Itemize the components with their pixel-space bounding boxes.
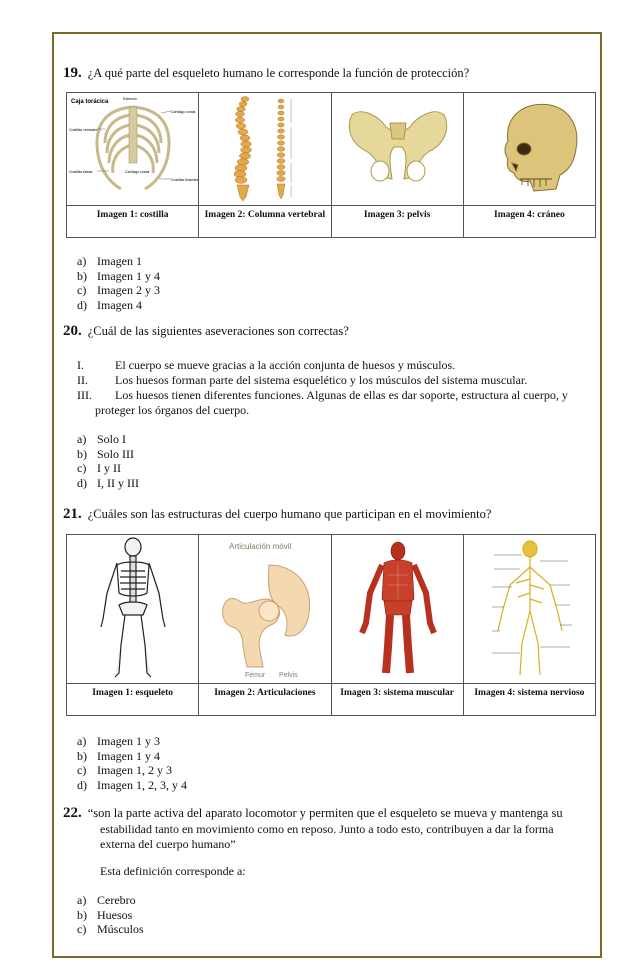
question-text-line: estabilidad tanto en movimiento como en reposo. Junto a todo esto, contribuyen a dar la forma [100, 822, 554, 836]
option-text: Solo I [97, 432, 127, 446]
image-muscles [331, 535, 463, 684]
statement [77, 358, 597, 373]
ribcage-label: Cartílago costal [171, 110, 196, 114]
option-text: Imagen 1, 2, 3, y 4 [97, 777, 187, 792]
option-letter: a) [77, 893, 87, 907]
option-letter: a) [77, 432, 87, 446]
statement-text: El cuerpo se mueve gracias a la acción conjunta de huesos y músculos. [115, 358, 456, 372]
option-c[interactable] [77, 283, 160, 298]
statement-number: I. [77, 358, 84, 372]
option-text: Cerebro [97, 893, 136, 907]
image-caption: Imagen 3: pelvis [331, 206, 463, 238]
option-b[interactable] [77, 908, 144, 923]
question-text: ¿A qué parte del esqueleto humano le corresponde la función de protección? [87, 66, 470, 80]
image-ribcage [67, 93, 199, 206]
option-text: Imagen 1 y 4 [97, 748, 160, 763]
question-number: 19. [63, 65, 82, 81]
image-skeleton [67, 535, 199, 684]
option-a[interactable] [77, 254, 160, 269]
q19-options [77, 254, 160, 312]
q19-image-table [66, 92, 596, 238]
question-text: “son la parte activa del aparato locomotor y permiten que el esqueleto se mueva y mantenga su [87, 806, 563, 820]
option-letter: b) [77, 907, 87, 922]
q21-image-table [66, 534, 596, 716]
option-text: Imagen 1 y 3 [97, 734, 160, 748]
question-number: 20. [63, 323, 82, 339]
option-text: Imagen 1 y 4 [97, 268, 160, 283]
option-letter: c) [77, 763, 87, 777]
option-b[interactable] [77, 447, 139, 462]
image-caption: Imagen 4: sistema nervioso [463, 684, 595, 716]
image-skull [463, 93, 595, 206]
option-b[interactable] [77, 749, 187, 764]
ribcage-label: Esternón [123, 97, 138, 101]
question-text: ¿Cuáles son las estructuras del cuerpo humano que participan en el movimiento? [87, 507, 492, 521]
question-22-prompt: Esta definición corresponde a: [100, 864, 246, 878]
q21-options [77, 734, 187, 792]
question-number: 22. [63, 805, 82, 821]
option-letter: b) [77, 446, 87, 461]
option-text: Imagen 4 [97, 297, 142, 312]
image-pelvis [331, 93, 463, 206]
ribcage-label: Costillas falsas [69, 170, 93, 174]
option-text: Imagen 1 [97, 254, 142, 268]
q22-options [77, 893, 144, 937]
question-text: ¿Cuál de las siguientes aseveraciones son correctas? [87, 324, 349, 338]
option-c[interactable] [77, 922, 144, 937]
question-19 [63, 66, 469, 81]
option-d[interactable] [77, 476, 139, 491]
image-caption: Imagen 1: esqueleto [67, 684, 199, 716]
option-a[interactable] [77, 734, 187, 749]
option-text: Solo III [97, 446, 134, 461]
option-c[interactable] [77, 461, 139, 476]
option-letter: a) [77, 734, 87, 748]
statement [77, 388, 597, 403]
statement-continuation: proteger los órganos del cuerpo. [95, 403, 250, 417]
joint-label: Fémur [245, 672, 266, 679]
option-a[interactable] [77, 893, 144, 908]
image-caption: Imagen 2: Articulaciones [199, 684, 331, 716]
option-letter: d) [77, 777, 87, 792]
question-20 [63, 324, 349, 339]
option-text: I, II y III [97, 475, 139, 490]
image-spine [199, 93, 331, 206]
option-letter: c) [77, 922, 87, 936]
joint-title: Articulación móvil [229, 542, 292, 551]
statement-number: II. [77, 373, 88, 387]
ribcage-label: Cartílago costal [125, 170, 150, 174]
option-letter: d) [77, 475, 87, 490]
q20-statements [77, 358, 597, 418]
ribcage-label: Costillas verdaderas [69, 128, 101, 132]
question-21 [63, 507, 491, 522]
image-joint [199, 535, 331, 684]
statement-text: Los huesos tienen diferentes funciones. Algunas de ellas es dar soporte, estructura al cuerpo, y [115, 388, 568, 402]
option-letter: c) [77, 283, 87, 297]
question-22 [63, 806, 563, 821]
statement-text: Los huesos forman parte del sistema esquelético y los músculos del sistema muscular. [115, 373, 528, 387]
option-text: Imagen 2 y 3 [97, 283, 160, 297]
option-b[interactable] [77, 269, 160, 284]
option-d[interactable] [77, 778, 187, 793]
option-a[interactable] [77, 432, 139, 447]
option-text: Huesos [97, 907, 133, 922]
option-letter: b) [77, 268, 87, 283]
q20-options [77, 432, 139, 490]
ribcage-label: Costillas flotantes [171, 178, 199, 182]
option-c[interactable] [77, 763, 187, 778]
image-caption: Imagen 4: cráneo [463, 206, 595, 238]
statement [77, 373, 597, 388]
option-letter: c) [77, 461, 87, 475]
image-caption: Imagen 2: Columna vertebral [199, 206, 331, 238]
question-22-continuation [100, 822, 595, 852]
option-d[interactable] [77, 298, 160, 313]
question-number: 21. [63, 506, 82, 522]
option-letter: a) [77, 254, 87, 268]
image-nervous-system [463, 535, 595, 684]
option-text: I y II [97, 461, 121, 475]
option-letter: b) [77, 748, 87, 763]
ribcage-title: Caja torácica [71, 99, 109, 105]
image-caption: Imagen 3: sistema muscular [331, 684, 463, 716]
question-text-line: externa del cuerpo humano” [100, 837, 236, 851]
statement-number: III. [77, 388, 92, 402]
image-caption: Imagen 1: costilla [67, 206, 199, 238]
joint-label: Pelvis [279, 672, 298, 679]
option-text: Imagen 1, 2 y 3 [97, 763, 172, 777]
option-text: Músculos [97, 922, 144, 936]
option-letter: d) [77, 297, 87, 312]
